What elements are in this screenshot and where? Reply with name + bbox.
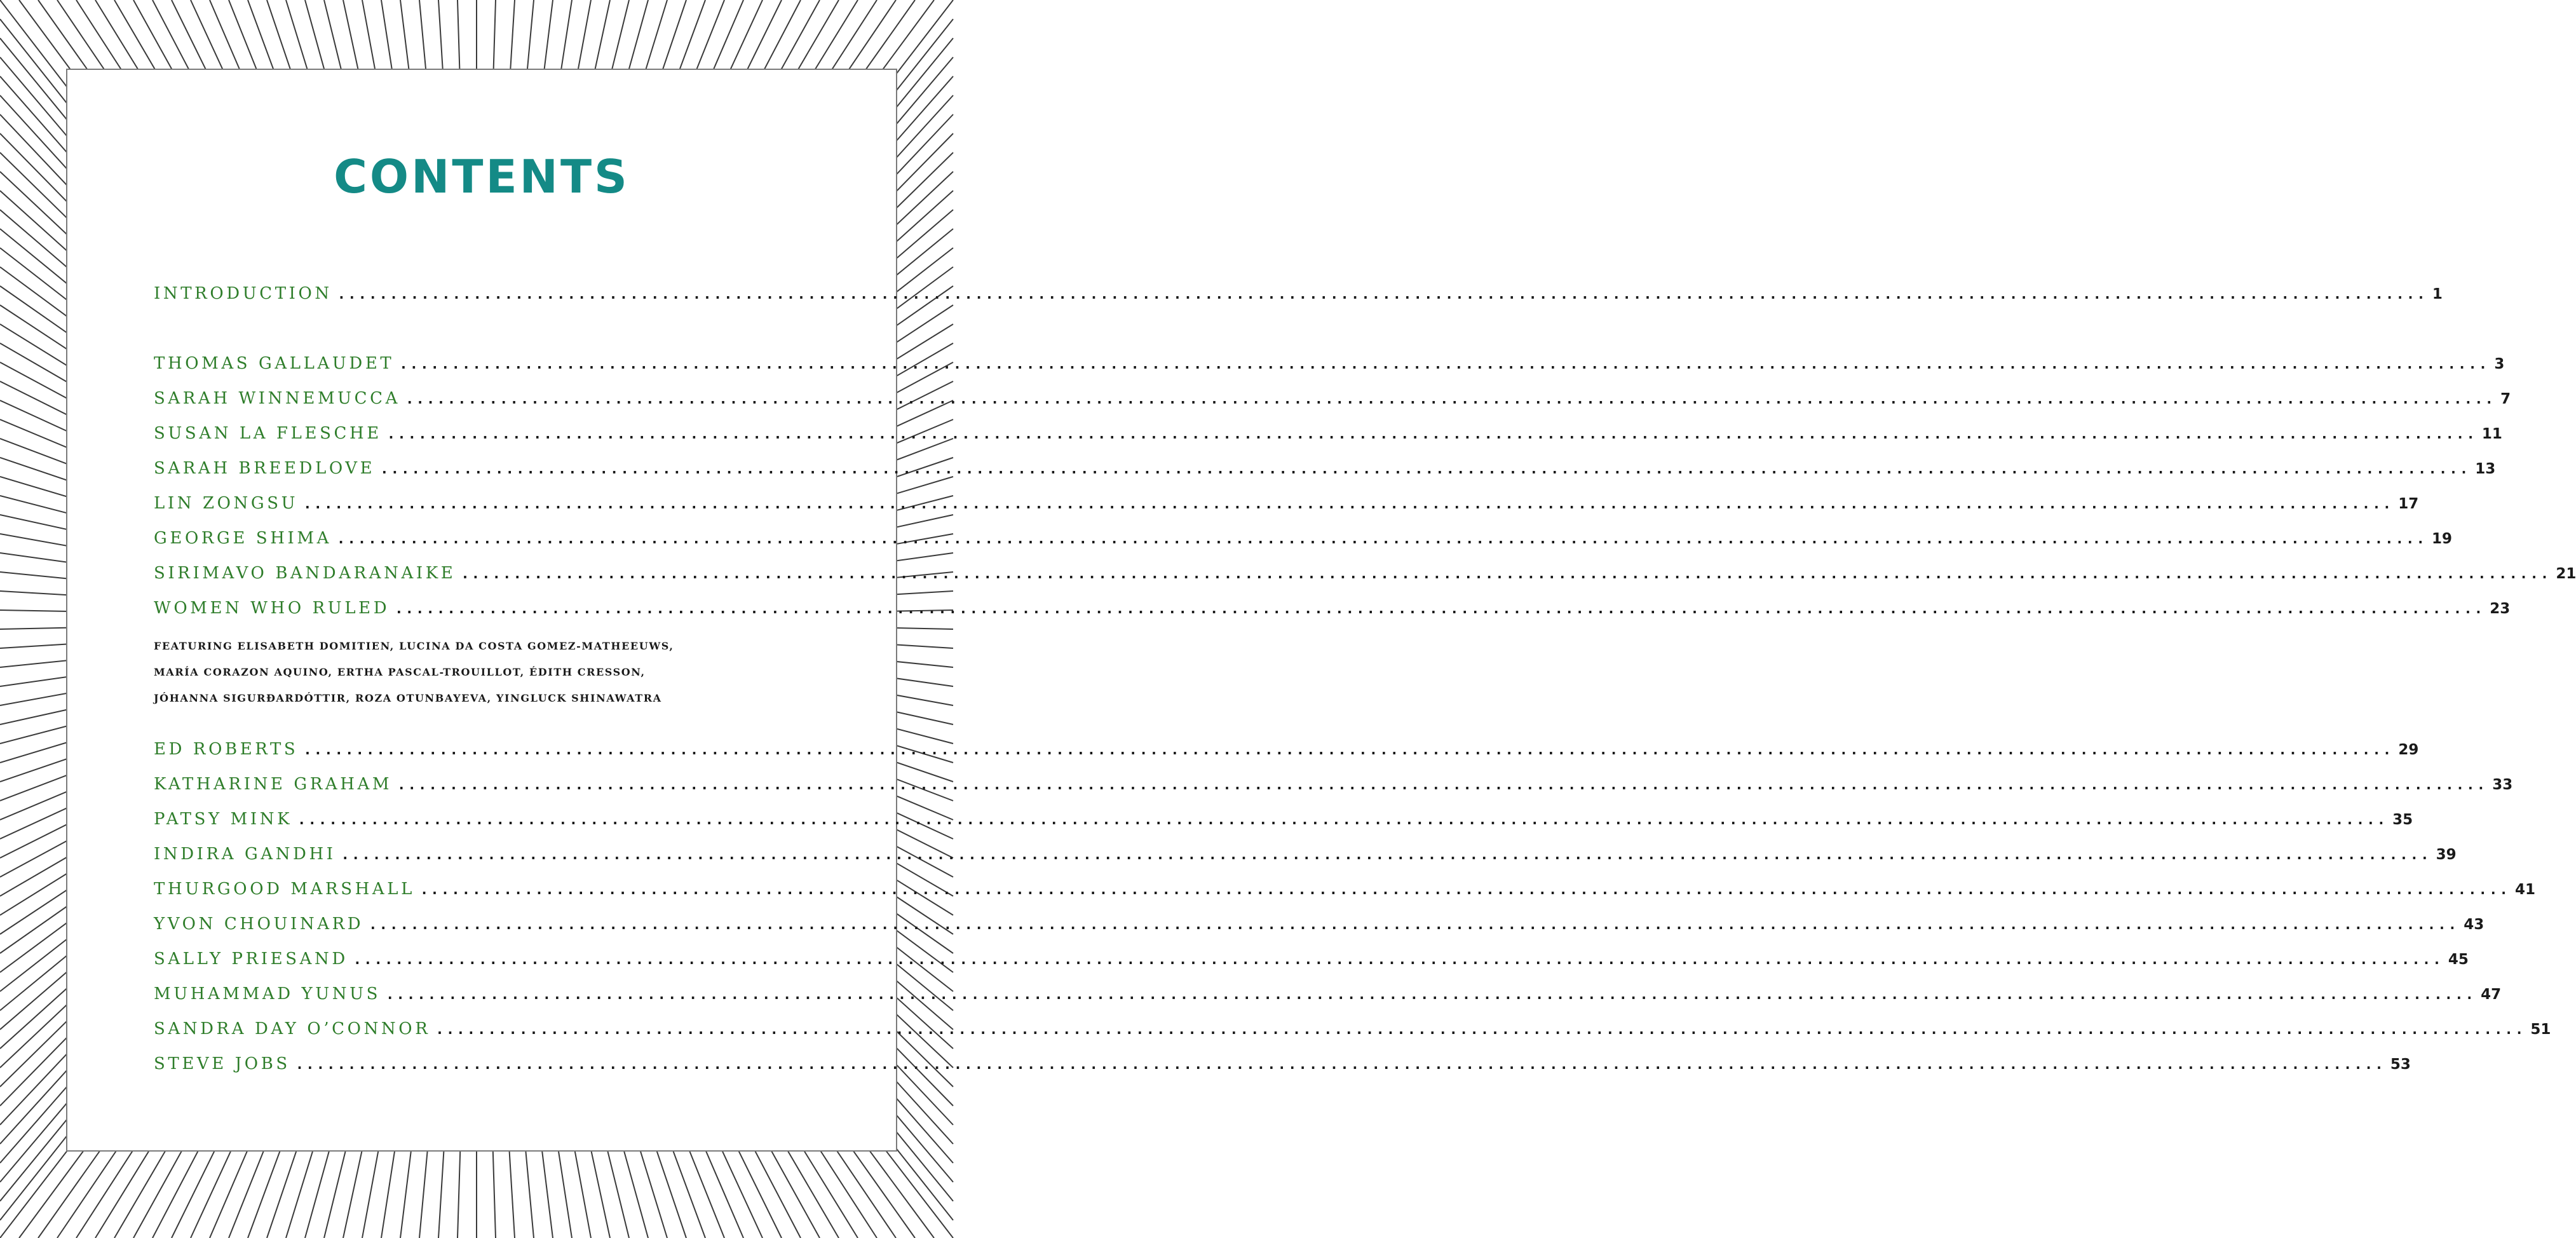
toc-entry-label: STEVE JOBS [154, 1054, 290, 1073]
dot-leader: ........................................................................................................................................................................................................ [397, 777, 2488, 793]
toc-entry-page: 21 [2556, 566, 2576, 582]
dot-leader: ........................................................................................................................................................................................................ [419, 882, 2511, 898]
dot-leader: ........................................................................................................................................................................................................ [303, 496, 2394, 512]
toc-entry-sandra-day-oconnor[interactable] [154, 1019, 2551, 1042]
toc-entry-label: THURGOOD MARSHALL [154, 880, 415, 899]
toc-entry-women-who-ruled[interactable] [154, 599, 2511, 622]
toc-entry-label: SANDRA DAY O’CONNOR [154, 1019, 431, 1038]
toc-entry-page: 45 [2448, 951, 2469, 968]
toc-entry-muhammad-yunus[interactable] [154, 984, 2502, 1007]
dot-leader: ........................................................................................................................................................................................................ [353, 952, 2443, 968]
toc-entry-susan-la-flesche[interactable] [154, 424, 2502, 447]
toc-entry-thurgood-marshall[interactable] [154, 880, 2536, 902]
toc-entry-sarah-breedlove[interactable] [154, 459, 2496, 482]
dot-leader: ........................................................................................................................................................................................................ [386, 987, 2476, 1003]
dot-leader: ........................................................................................................................................................................................................ [303, 742, 2394, 758]
toc-entry-label: SARAH BREEDLOVE [154, 459, 376, 478]
toc-entry-steve-jobs[interactable] [154, 1054, 2411, 1077]
dot-leader: ........................................................................................................................................................................................................ [337, 531, 2427, 547]
toc-entry-label: SUSAN LA FLESCHE [154, 424, 382, 443]
toc-entry-ed-roberts[interactable] [154, 740, 2419, 763]
dot-leader: ........................................................................................................................................................................................................ [297, 812, 2388, 828]
toc-entry-page: 51 [2530, 1021, 2551, 1038]
toc-entry-page: 53 [2390, 1056, 2411, 1073]
dot-leader: ........................................................................................................................................................................................................ [435, 1022, 2526, 1038]
toc-entry-label: INDIRA GANDHI [154, 845, 336, 864]
dot-leader: ........................................................................................................................................................................................................ [399, 357, 2490, 372]
toc-entry-label: SALLY PRIESAND [154, 949, 348, 969]
toc-entry-george-shima[interactable] [154, 529, 2453, 552]
contents-panel [66, 69, 2576, 1152]
toc-entry-lin-zongsu[interactable] [154, 494, 2419, 517]
toc-entry-page: 3 [2494, 356, 2505, 372]
toc-entry-label: SIRIMAVO BANDARANAIKE [154, 564, 456, 583]
toc-entry-label: KATHARINE GRAHAM [154, 775, 393, 794]
toc-entry-sirimavo-bandaranaike[interactable] [154, 564, 2576, 587]
dot-leader: ........................................................................................................................................................................................................ [395, 601, 2485, 617]
toc-entry-introduction[interactable] [154, 284, 2443, 307]
toc-entry-katharine-graham[interactable] [154, 775, 2513, 798]
toc-entry-sarah-winnemucca[interactable] [154, 389, 2511, 412]
dot-leader: ........................................................................................................................................................................................................ [405, 391, 2496, 407]
toc-entry-page: 19 [2432, 531, 2453, 547]
toc-entry-label: THOMAS GALLAUDET [154, 354, 395, 373]
toc-entry-patsy-mink[interactable] [154, 810, 2413, 833]
toc-entry-page: 13 [2475, 461, 2496, 477]
toc-entry-page: 23 [2490, 601, 2511, 617]
toc-entry-label: MUHAMMAD YUNUS [154, 984, 381, 1003]
toc-entry-label: INTRODUCTION [154, 284, 332, 303]
dot-leader: ........................................................................................................................................................................................................ [337, 287, 2427, 303]
toc-entry-yvon-chouinard[interactable] [154, 915, 2484, 937]
toc-entry-page: 11 [2481, 426, 2502, 442]
toc-entry-label: GEORGE SHIMA [154, 529, 332, 548]
featuring-line: MARÍA CORAZON AQUINO, ERTHA PASCAL-TROUILLOT, ÉDITH CRESSON, [154, 666, 646, 678]
featuring-line: FEATURING ELISABETH DOMITIEN, LUCINA DA COSTA GOMEZ-MATHEEUWS, [154, 640, 674, 652]
toc-entry-label: ED ROBERTS [154, 740, 299, 759]
featuring-note [154, 633, 827, 711]
toc-entry-indira-gandhi[interactable] [154, 845, 2457, 867]
toc-entry-page: 1 [2432, 286, 2443, 303]
toc-entry-page: 33 [2492, 777, 2513, 793]
dot-leader: ........................................................................................................................................................................................................ [386, 426, 2477, 442]
toc-entry-page: 47 [2481, 986, 2502, 1003]
toc-entry-page: 41 [2515, 881, 2536, 898]
toc-entry-page: 35 [2392, 812, 2413, 828]
toc-entry-page: 17 [2398, 496, 2419, 512]
toc-entry-page: 39 [2436, 847, 2457, 863]
dot-leader: ........................................................................................................................................................................................................ [461, 566, 2551, 582]
toc-entry-label: YVON CHOUINARD [154, 915, 364, 934]
toc-entry-label: WOMEN WHO RULED [154, 599, 390, 618]
dot-leader: ........................................................................................................................................................................................................ [369, 917, 2459, 933]
dot-leader: ........................................................................................................................................................................................................ [341, 847, 2431, 863]
toc-entry-label: LIN ZONGSU [154, 494, 299, 513]
dot-leader: ........................................................................................................................................................................................................ [295, 1057, 2385, 1073]
toc-entry-label: SARAH WINNEMUCCA [154, 389, 401, 408]
toc-entry-page: 29 [2398, 742, 2419, 758]
toc-entry-thomas-gallaudet[interactable] [154, 354, 2505, 377]
toc-entry-label: PATSY MINK [154, 810, 293, 829]
toc-entry-page: 43 [2464, 916, 2484, 933]
featuring-line: JÓHANNA SIGURÐARDÓTTIR, ROZA OTUNBAYEVA, YINGLUCK SHINAWATRA [154, 692, 662, 704]
dot-leader: ........................................................................................................................................................................................................ [380, 461, 2471, 477]
page-title: CONTENTS [334, 150, 630, 203]
toc-entry-sally-priesand[interactable] [154, 949, 2469, 972]
toc-entry-page: 7 [2500, 391, 2511, 407]
